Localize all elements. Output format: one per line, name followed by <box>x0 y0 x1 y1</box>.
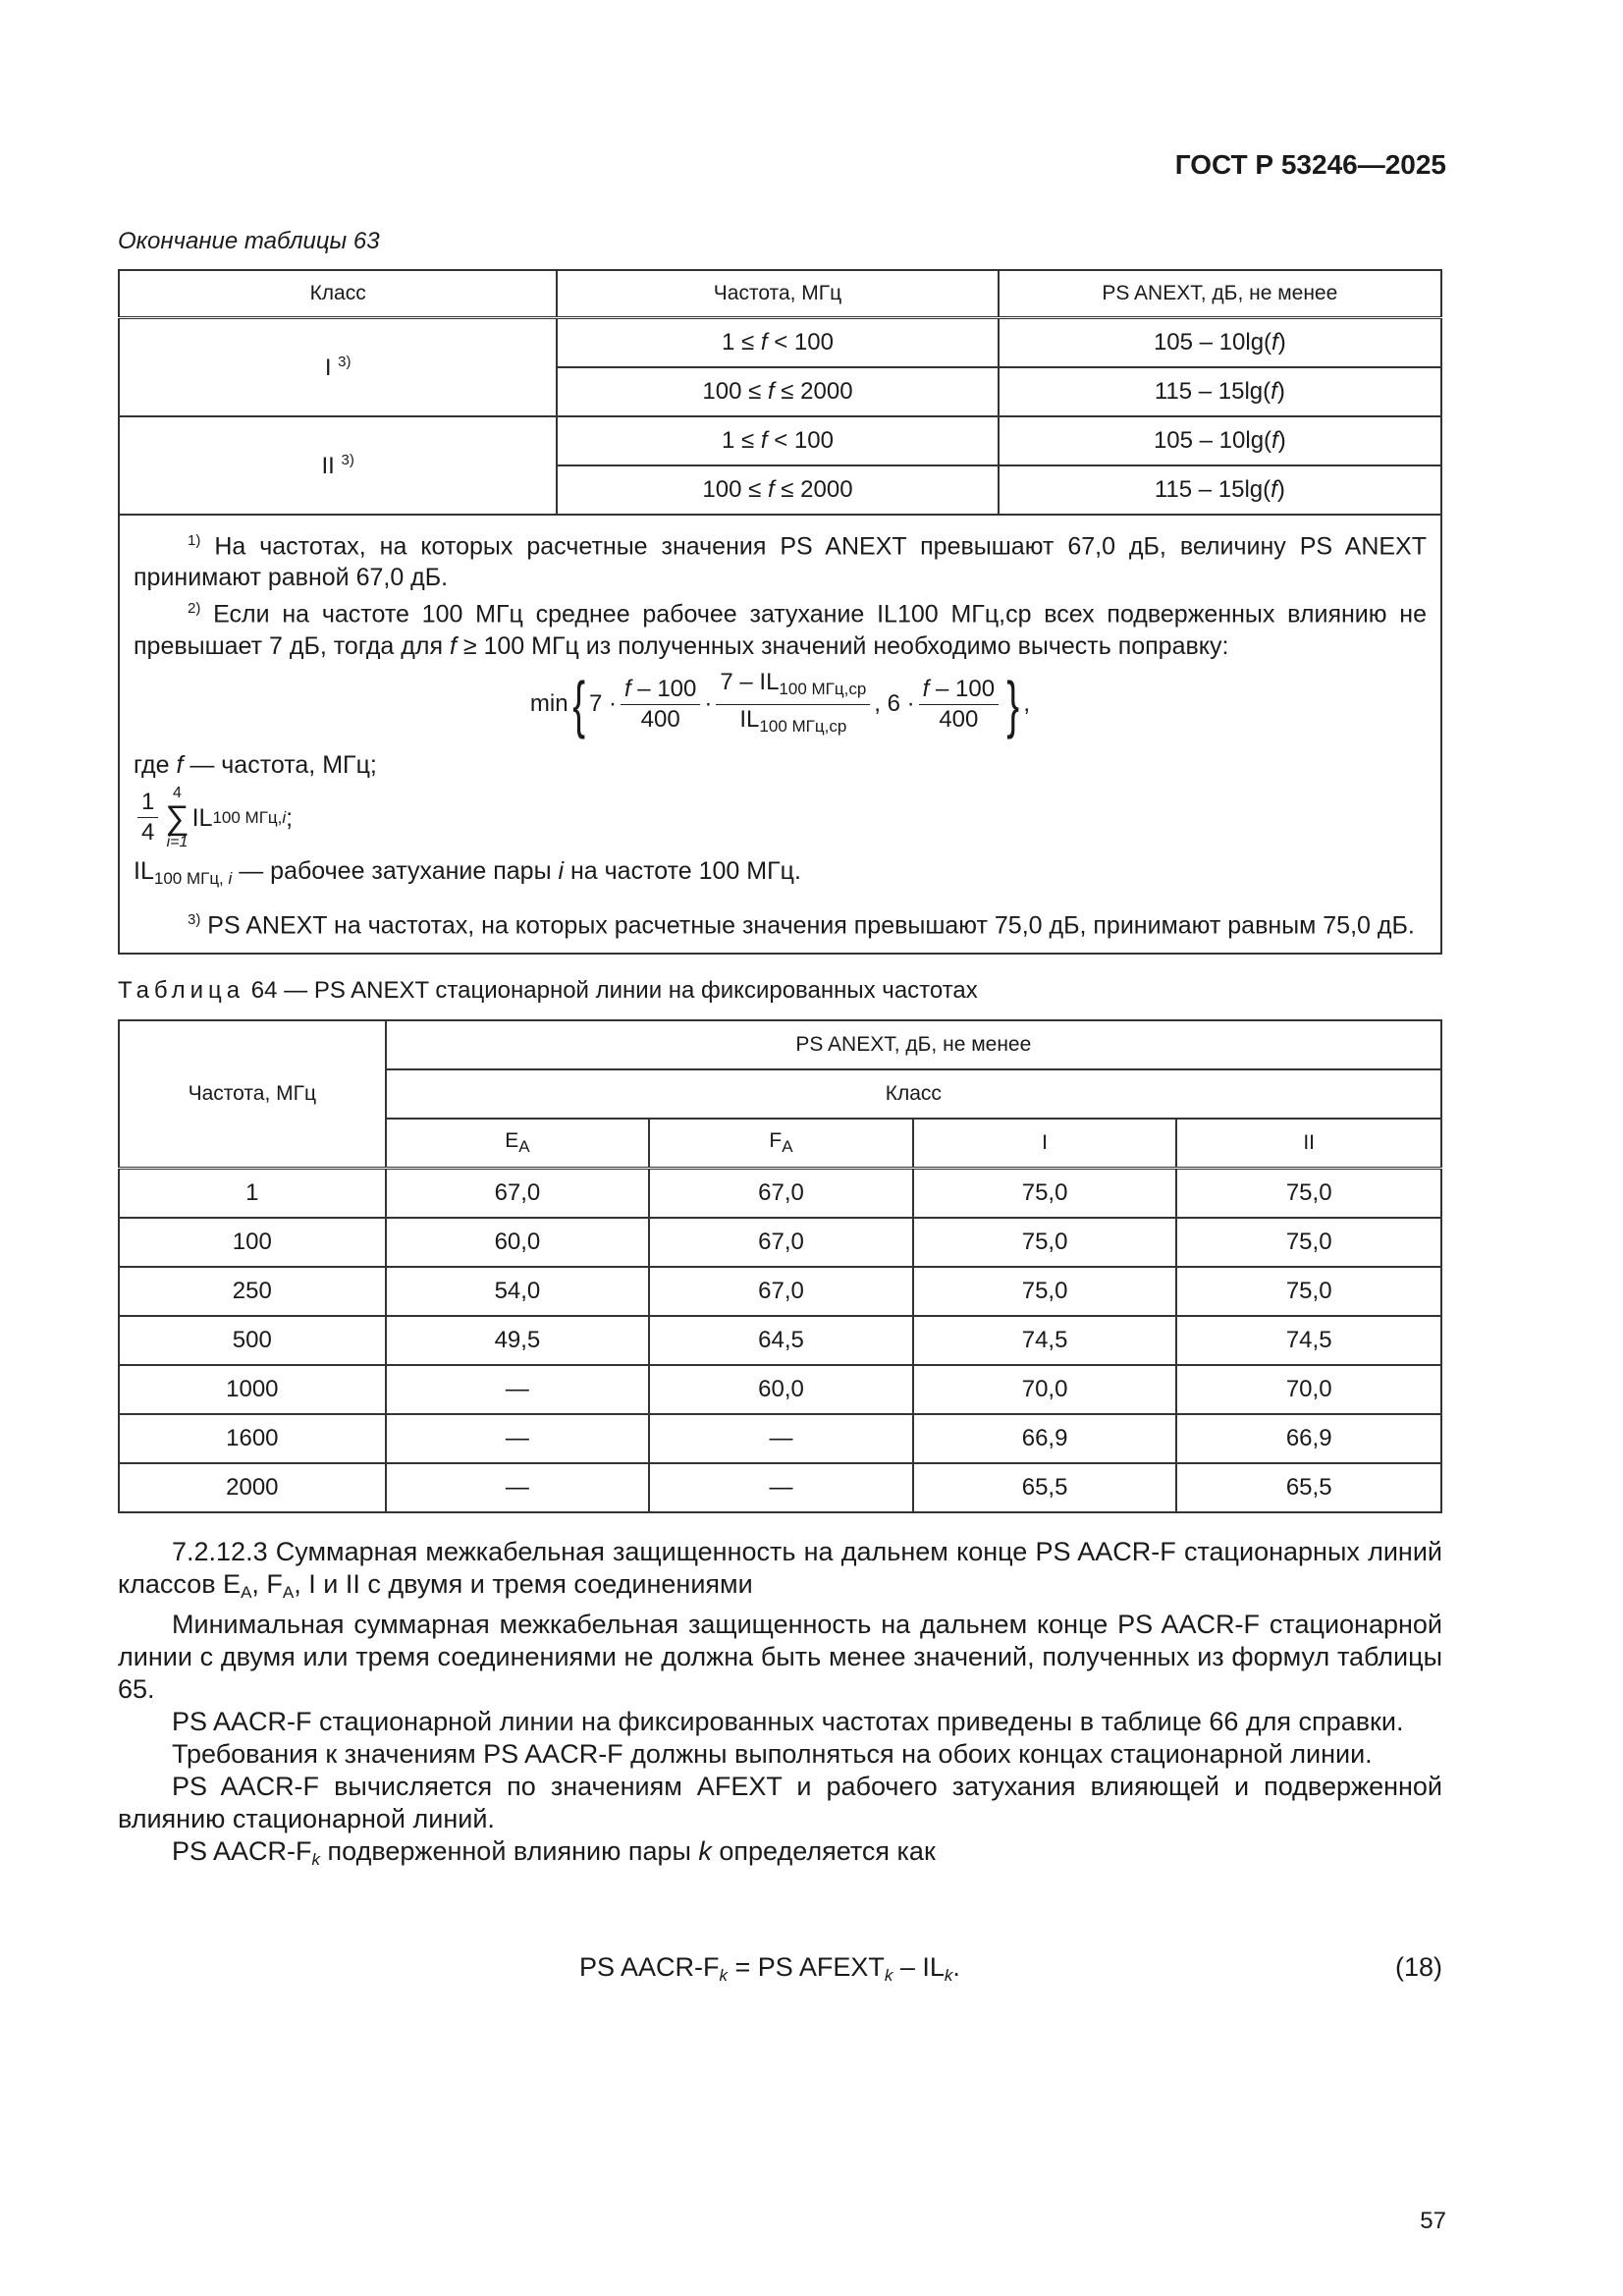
value-cell: 66,9 <box>1176 1414 1441 1463</box>
table-row <box>119 1316 1441 1365</box>
value-cell: 65,5 <box>1176 1463 1441 1512</box>
frequency-cell: 1 <box>119 1169 386 1219</box>
table64-caption: Таблица 64 — PS ANEXT стационарной линии на фиксированных частотах <box>118 977 978 1004</box>
paragraph: Минимальная суммарная межкабельная защищенность на дальнем конце PS AACR-F стационарной линии с двумя или тремя соединениями не должна быть менее значений, полученных из формул таблицы 65. <box>118 1610 1442 1704</box>
value-cell: 54,0 <box>386 1267 650 1316</box>
value-cell: 115 – 15lg(f) <box>999 367 1441 416</box>
header-frequency: Частота, МГц <box>119 1020 386 1169</box>
header-class: Класс <box>119 270 557 318</box>
table-row <box>119 1414 1441 1463</box>
note-3: $^{3)}$ PS ANEXT на частотах, на которых расчетные значения превышают 75,0 дБ, принимают равным 75,0 дБ. <box>188 910 1415 939</box>
paragraph: Требования к значениям PS AACR-F должны выполняться на обоих концах стационарной линии. <box>172 1739 1373 1769</box>
value-cell: 67,0 <box>649 1267 913 1316</box>
table-header-row <box>119 270 1441 318</box>
il-definition: $IL_{100 МГц, i}$ — рабочее затухание пары i на частоте 100 МГц. <box>134 856 801 888</box>
equation-number: (18) <box>1394 1952 1442 1982</box>
freq-cell: 100 ≤ f ≤ 2000 <box>557 367 998 416</box>
frequency-cell: 500 <box>119 1316 386 1365</box>
value-cell: 75,0 <box>1176 1169 1441 1219</box>
sum-formula: $\frac{1}{4}$ 4 ∑ i=1 IL 100 МГц,i ; <box>134 785 1427 851</box>
where-line: где f — частота, МГц; <box>134 750 377 779</box>
header-class: Класс <box>386 1069 1441 1119</box>
value-cell: 115 – 15lg(f) <box>999 465 1441 515</box>
table-header-row <box>119 1020 1441 1069</box>
document-header: ГОСТ Р 53246—2025 <box>1174 149 1446 180</box>
value-cell: — <box>386 1365 650 1414</box>
header-frequency: Частота, МГц <box>557 270 998 318</box>
table-row <box>119 1218 1441 1267</box>
frequency-cell: 1600 <box>119 1414 386 1463</box>
class-cell: II $^{3)}$ <box>119 416 557 515</box>
note-1: $^{1)}$ На частотах, на которых расчетные значения PS ANEXT превышают 67,0 дБ, величину PS ANEXT принимают равной 67,0 дБ. <box>134 532 1427 592</box>
table-row <box>119 1463 1441 1512</box>
note-2: $^{2)}$ Если на частоте 100 МГц среднее рабочее затухание IL100 МГц,ср всех подверженных влиянию не превышает 7 дБ, тогда для f ≥ 100 МГц из полученных значений необходимо вычесть поправку: <box>134 600 1427 660</box>
value-cell: — <box>386 1463 650 1512</box>
value-cell: 70,0 <box>913 1365 1177 1414</box>
paragraph: PS AACR-F вычисляется по значениям AFEXT и рабочего затухания влияющей и подверженной влиянию стационарной линий. <box>118 1772 1442 1833</box>
class-cell: I $^{3)}$ <box>119 318 557 417</box>
table-63 <box>118 269 1442 955</box>
value-cell: 70,0 <box>1176 1365 1441 1414</box>
table63-caption: Окончание таблицы 63 <box>118 228 380 254</box>
notes-cell <box>119 515 1441 954</box>
value-cell: 75,0 <box>1176 1267 1441 1316</box>
value-cell: 67,0 <box>649 1218 913 1267</box>
correction-formula: min { 7 · $\frac{f - 100}{400}$ · $\frac{7 - IL_{100 МГц,ср}}{IL_{100 МГц,ср}}$ , 6 · $\frac{f - 100}{400}$ } , <box>529 668 1031 740</box>
value-cell: 75,0 <box>913 1169 1177 1219</box>
table-row <box>119 416 1441 465</box>
value-cell: 67,0 <box>386 1169 650 1219</box>
value-cell: 74,5 <box>1176 1316 1441 1365</box>
freq-cell: 1 ≤ f < 100 <box>557 318 998 368</box>
value-cell: 49,5 <box>386 1316 650 1365</box>
value-cell: 60,0 <box>649 1365 913 1414</box>
header-class-fa: $F_A$ <box>649 1119 913 1169</box>
body-text <box>118 1536 1442 1876</box>
value-cell: 64,5 <box>649 1316 913 1365</box>
header-class-ea: $E_A$ <box>386 1119 650 1169</box>
table-row <box>119 1267 1441 1316</box>
header-class-ii: II <box>1176 1119 1441 1169</box>
value-cell: 75,0 <box>1176 1218 1441 1267</box>
value-cell: 60,0 <box>386 1218 650 1267</box>
table-row <box>119 1365 1441 1414</box>
section-heading: 7.2.12.3 Суммарная межкабельная защищенность на дальнем конце PS AACR-F стационарных линий классов $E_A$, $F_A$, I и II с двумя и тремя соединениями <box>118 1537 1442 1602</box>
equation: PS AACR-$F_k$ = PS $AFEXT_k - IL_k$. <box>579 1952 960 1985</box>
value-cell: 75,0 <box>913 1267 1177 1316</box>
value-cell: — <box>386 1414 650 1463</box>
value-cell: 105 – 10lg(f) <box>999 416 1441 465</box>
frequency-cell: 100 <box>119 1218 386 1267</box>
value-cell: — <box>649 1463 913 1512</box>
value-cell: 65,5 <box>913 1463 1177 1512</box>
table-64 <box>118 1019 1442 1513</box>
value-cell: 67,0 <box>649 1169 913 1219</box>
freq-cell: 1 ≤ f < 100 <box>557 416 998 465</box>
value-cell: 105 – 10lg(f) <box>999 318 1441 368</box>
value-cell: 75,0 <box>913 1218 1177 1267</box>
frequency-cell: 2000 <box>119 1463 386 1512</box>
value-cell: 74,5 <box>913 1316 1177 1365</box>
paragraph: PS AACR-$F_k$ подверженной влиянию пары k определяется как <box>172 1836 936 1869</box>
paragraph: PS AACR-F стационарной линии на фиксированных частотах приведены в таблице 66 для справки. <box>172 1707 1404 1736</box>
table-row <box>119 318 1441 368</box>
page-number: 57 <box>1420 2208 1446 2234</box>
value-cell: — <box>649 1414 913 1463</box>
header-ps-anext: PS ANEXT, дБ, не менее <box>386 1020 1441 1069</box>
value-cell: 66,9 <box>913 1414 1177 1463</box>
frequency-cell: 250 <box>119 1267 386 1316</box>
notes-row <box>119 515 1441 954</box>
header-class-i: I <box>913 1119 1177 1169</box>
frequency-cell: 1000 <box>119 1365 386 1414</box>
freq-cell: 100 ≤ f ≤ 2000 <box>557 465 998 515</box>
table-row <box>119 1169 1441 1219</box>
header-ps-anext: PS ANEXT, дБ, не менее <box>999 270 1441 318</box>
